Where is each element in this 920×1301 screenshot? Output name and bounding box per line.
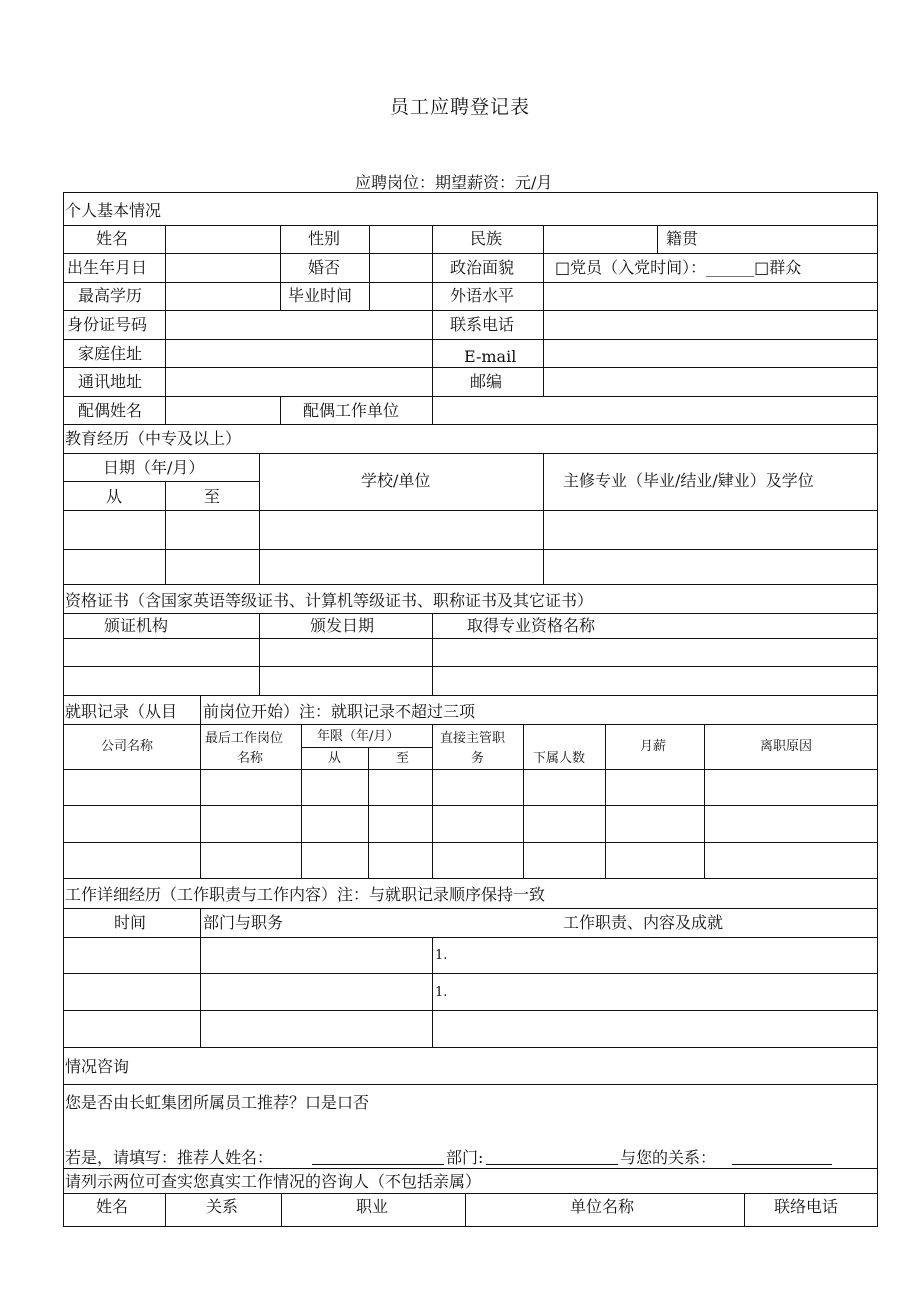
label-referrer-relation: 与您的关系： <box>620 1148 717 1167</box>
label-id-number: 身份证号码 <box>67 315 148 334</box>
label-issuer: 颁证机构 <box>104 616 169 635</box>
label-ref-job: 职业 <box>356 1197 389 1216</box>
label-ethnicity: 民族 <box>470 229 503 248</box>
label-ref-relation: 关系 <box>206 1197 239 1216</box>
label-from: 从 <box>106 487 123 506</box>
duty-item-2: 1. <box>435 985 448 1000</box>
duty-item-1: 1. <box>435 948 448 963</box>
label-subordinates: 下属人数 <box>533 751 586 766</box>
label-mailing-address: 通讯地址 <box>78 372 143 391</box>
label-education: 最高学历 <box>78 286 143 305</box>
section-inquiry: 情况咨询 <box>65 1057 130 1076</box>
section-certificates: 资格证书（含国家英语等级证书、计算机等级证书、职称证书及其它证书） <box>65 591 594 610</box>
label-native-place: 籍贯 <box>666 229 699 248</box>
label-date-range: 日期（年/月） <box>103 458 205 477</box>
label-supervisor-2: 务 <box>471 751 485 766</box>
label-dept-position: 部门与职务 <box>203 913 284 932</box>
label-leaving-reason: 离职原因 <box>760 739 813 754</box>
label-duties: 工作职责、内容及成就 <box>563 913 724 932</box>
label-spouse-employer: 配偶工作单位 <box>303 401 400 420</box>
section-education: 教育经历（中专及以上） <box>65 429 242 448</box>
label-tenure-from: 从 <box>328 751 342 766</box>
label-supervisor-1: 直接主管职 <box>440 731 506 746</box>
section-work-detail: 工作详细经历（工作职责与工作内容）注：与就职记录顺序保持一致 <box>65 885 546 904</box>
label-birth-date: 出生年月日 <box>67 258 148 277</box>
label-language-level: 外语水平 <box>450 286 515 305</box>
label-time: 时间 <box>114 913 147 932</box>
position-salary-line: 应聘岗位：期望薪资：元/月 <box>355 173 553 192</box>
label-issue-date: 颁发日期 <box>310 616 375 635</box>
label-to: 至 <box>204 487 221 506</box>
label-salary: 月薪 <box>640 739 667 754</box>
label-tenure: 年限（年/月） <box>317 729 400 744</box>
label-home-address: 家庭住址 <box>78 344 143 363</box>
label-marital: 婚否 <box>308 258 341 277</box>
referrer-dept-blank[interactable] <box>486 1150 618 1165</box>
form-title: 员工应聘登记表 <box>389 96 530 118</box>
political-status-options[interactable]: □党员（入党时间）：______□群众 <box>555 258 802 277</box>
label-gender: 性别 <box>308 229 341 248</box>
referrer-relation-blank[interactable] <box>732 1150 832 1165</box>
label-graduation-time: 毕业时间 <box>288 286 353 305</box>
referral-question[interactable]: 您是否由长虹集团所属员工推荐？口是口否 <box>65 1093 370 1112</box>
label-referrer-name: 若是，请填写：推荐人姓名： <box>65 1148 274 1167</box>
label-postcode: 邮编 <box>470 372 503 391</box>
label-email: E-mail <box>464 347 517 366</box>
label-referrer-dept: 部门: <box>446 1148 484 1167</box>
label-last-position-2: 名称 <box>237 751 264 766</box>
label-company: 公司名称 <box>101 739 154 754</box>
label-political: 政治面貌 <box>450 258 515 277</box>
label-references: 请列示两位可查实您真实工作情况的咨询人（不包括亲属） <box>65 1172 482 1191</box>
referrer-name-blank[interactable] <box>312 1150 444 1165</box>
label-tenure-to: 至 <box>396 751 410 766</box>
label-name: 姓名 <box>96 229 129 248</box>
label-last-position-1: 最后工作岗位 <box>205 731 284 746</box>
label-phone: 联系电话 <box>450 315 515 334</box>
label-ref-org: 单位名称 <box>570 1197 635 1216</box>
label-school: 学校/单位 <box>361 471 431 490</box>
label-ref-name: 姓名 <box>96 1197 129 1216</box>
section-employment-b: 前岗位开始）注：就职记录不超过三项 <box>203 702 476 721</box>
label-major-degree: 主修专业（毕业/结业/肄业）及学位 <box>563 471 814 490</box>
section-basic-info: 个人基本情况 <box>65 201 162 220</box>
label-ref-phone: 联络电话 <box>774 1197 839 1216</box>
label-qualification: 取得专业资格名称 <box>467 616 596 635</box>
label-spouse-name: 配偶姓名 <box>78 401 143 420</box>
section-employment-a: 就职记录（从目 <box>65 702 178 721</box>
